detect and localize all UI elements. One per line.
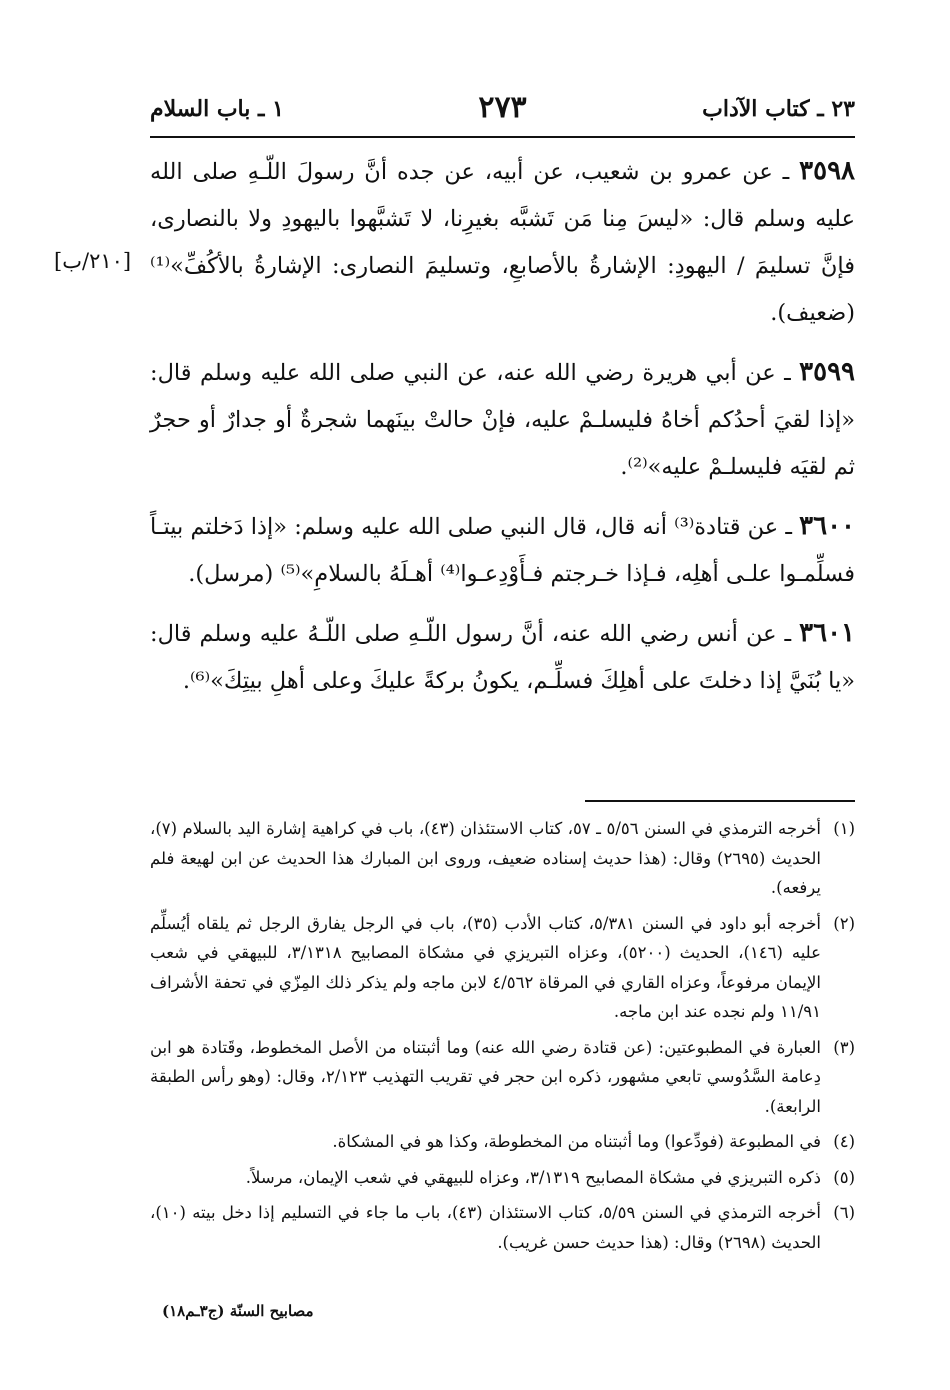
footnote-number: (٢) xyxy=(833,913,855,933)
hadith-3599 xyxy=(150,349,855,491)
footnote-rule xyxy=(585,800,855,802)
footnote-number: (٤) xyxy=(833,1132,855,1151)
footnote-1 xyxy=(150,814,855,903)
printer-signature: مصابيح السنّة (ج٣ـم١٨) xyxy=(162,1302,314,1320)
hadith-text: ـ عن قتادة⁽³⁾ أنه قال، قال النبي صلى الله عليه وسلم: «إذا دَخلتم بيتـاً فسلِّمـوا علـى أهلِه، فـإذا خـرجتم فـأَوْدِعـوا⁽⁴⁾ أهـلَهُ بالسلامِ»⁽⁵⁾ (مرسل). xyxy=(150,514,855,587)
section-title: ١ ـ باب السلام xyxy=(150,96,284,122)
footnote-2 xyxy=(150,909,855,1027)
hadith-text: ـ عن عمرو بن شعيب، عن أبيه، عن جده أنَّ رسولَ اللّـهِ صلى الله عليه وسلم قال: «ليسَ مِنا مَن تَشبَّه بغيرِنا، لا تَشبَّهوا باليهودِ ولا بالنصارى، فإنَّ تسليمَ / اليهودِ: الإشارةُ بالأصابعِ، وتسليمَ النصارى: الإشارةُ بالأكُفِّ»⁽¹⁾ (ضعيف). xyxy=(150,159,855,326)
footnote-text: العبارة في المطبوعتين: (عن قتادة رضي الله عنه) وما أثبتناه من الأصل المخطوط، وقَتادة هو ابن دِعامة السَّدُوسي تابعي مشهور، ذكره ابن حجر في تقريب التهذيب ٢/١٢٣، وقال: (وهو رأس الطبقة الرابعة). xyxy=(150,1037,821,1116)
hadith-body xyxy=(150,148,855,717)
footnote-4 xyxy=(150,1127,855,1157)
footnote-number: (١) xyxy=(833,819,855,838)
running-header xyxy=(150,92,855,132)
footnote-number: (٣) xyxy=(833,1037,855,1057)
manuscript-folio-note: [٢١٠/ب] xyxy=(54,249,132,273)
footnote-number: (٦) xyxy=(833,1203,855,1222)
hadith-number: ٣٥٩٩ xyxy=(799,357,856,387)
footnote-5 xyxy=(150,1163,855,1193)
hadith-number: ٣٦٠١ xyxy=(799,618,855,648)
hadith-3601 xyxy=(150,610,855,705)
hadith-number: ٣٥٩٨ xyxy=(799,156,855,186)
header-rule xyxy=(150,136,855,138)
footnote-6 xyxy=(150,1198,855,1257)
chapter-title: ٢٣ ـ كتاب الآداب xyxy=(702,96,855,122)
hadith-text: ـ عن أبي هريرة رضي الله عنه، عن النبي صلى الله عليه وسلم قال: «إذا لقيَ أحدُكم أخاهُ فليسلـمْ عليه، فإنْ حالتْ بينَهما شجرةٌ أو جدارٌ أو حجرٌ ثم لقيَه فليسلـمْ عليه»⁽²⁾. xyxy=(150,360,855,480)
page-number: ٢٧٣ xyxy=(478,90,527,125)
footnote-text: ذكره التبريزي في مشكاة المصابيح ٣/١٣١٩، وعزاه للبيهقي في شعب الإيمان، مرسلاً. xyxy=(245,1167,821,1187)
hadith-text: ـ عن أنس رضي الله عنه، أنَّ رسول اللّـهِ صلى اللّـهُ عليه وسلم قال: «يا بُنَيَّ إذا دخلتَ على أهلِكَ فسلِّـم، يكونُ بركةً عليكَ وعلى أهلِ بيتِكَ»⁽⁶⁾. xyxy=(150,621,855,694)
footnote-text: أخرجه الترمذي في السنن ٥/٥٩، كتاب الاستئذان (٤٣)، باب ما جاء في التسليم إذا دخل بيته (١٠)، الحديث (٢٦٩٨) وقال: (هذا حديث حسن غريب). xyxy=(150,1203,821,1252)
footnote-text: أخرجه الترمذي في السنن ٥/٥٦ ـ ٥٧، كتاب الاستئذان (٤٣)، باب في كراهية إشارة اليد بالسلام (٧)، الحديث (٢٦٩٥) وقال: (هذا حديث إسناده ضعيف، وروى ابن المبارك هذا الحديث عن ابن لهيعة فلم يرفعه). xyxy=(150,819,822,897)
footnotes xyxy=(150,814,855,1263)
footnote-text: أخرجه أبو داود في السنن ٥/٣٨١، كتاب الأدب (٣٥)، باب في الرجل يفارق الرجل ثم يلقاه أيُسلِّم عليه (١٤٦)، الحديث (٥٢٠٠)، وعزاه التبريزي في مشكاة المصابيح ٣/١٣١٨، للبيهقي في شعب الإيمان مرفوعاً، وعزاه القاري في المرقاة ٤/٥٦٢ لابن ماجه ولم يذكر ذلك المِزّي في تحفة الأشراف ١١/٩١ ولم نجده عند ابن ماجه. xyxy=(150,913,821,1021)
hadith-3600 xyxy=(150,503,855,598)
footnote-text: في المطبوعة (فودِّعوا) وما أثبتناه من المخطوطة، وكذا هو في المشكاة. xyxy=(332,1132,821,1151)
hadith-3598 xyxy=(150,148,855,337)
hadith-number: ٣٦٠٠ xyxy=(799,511,855,541)
footnote-number: (٥) xyxy=(833,1167,855,1187)
footnote-3 xyxy=(150,1033,855,1122)
